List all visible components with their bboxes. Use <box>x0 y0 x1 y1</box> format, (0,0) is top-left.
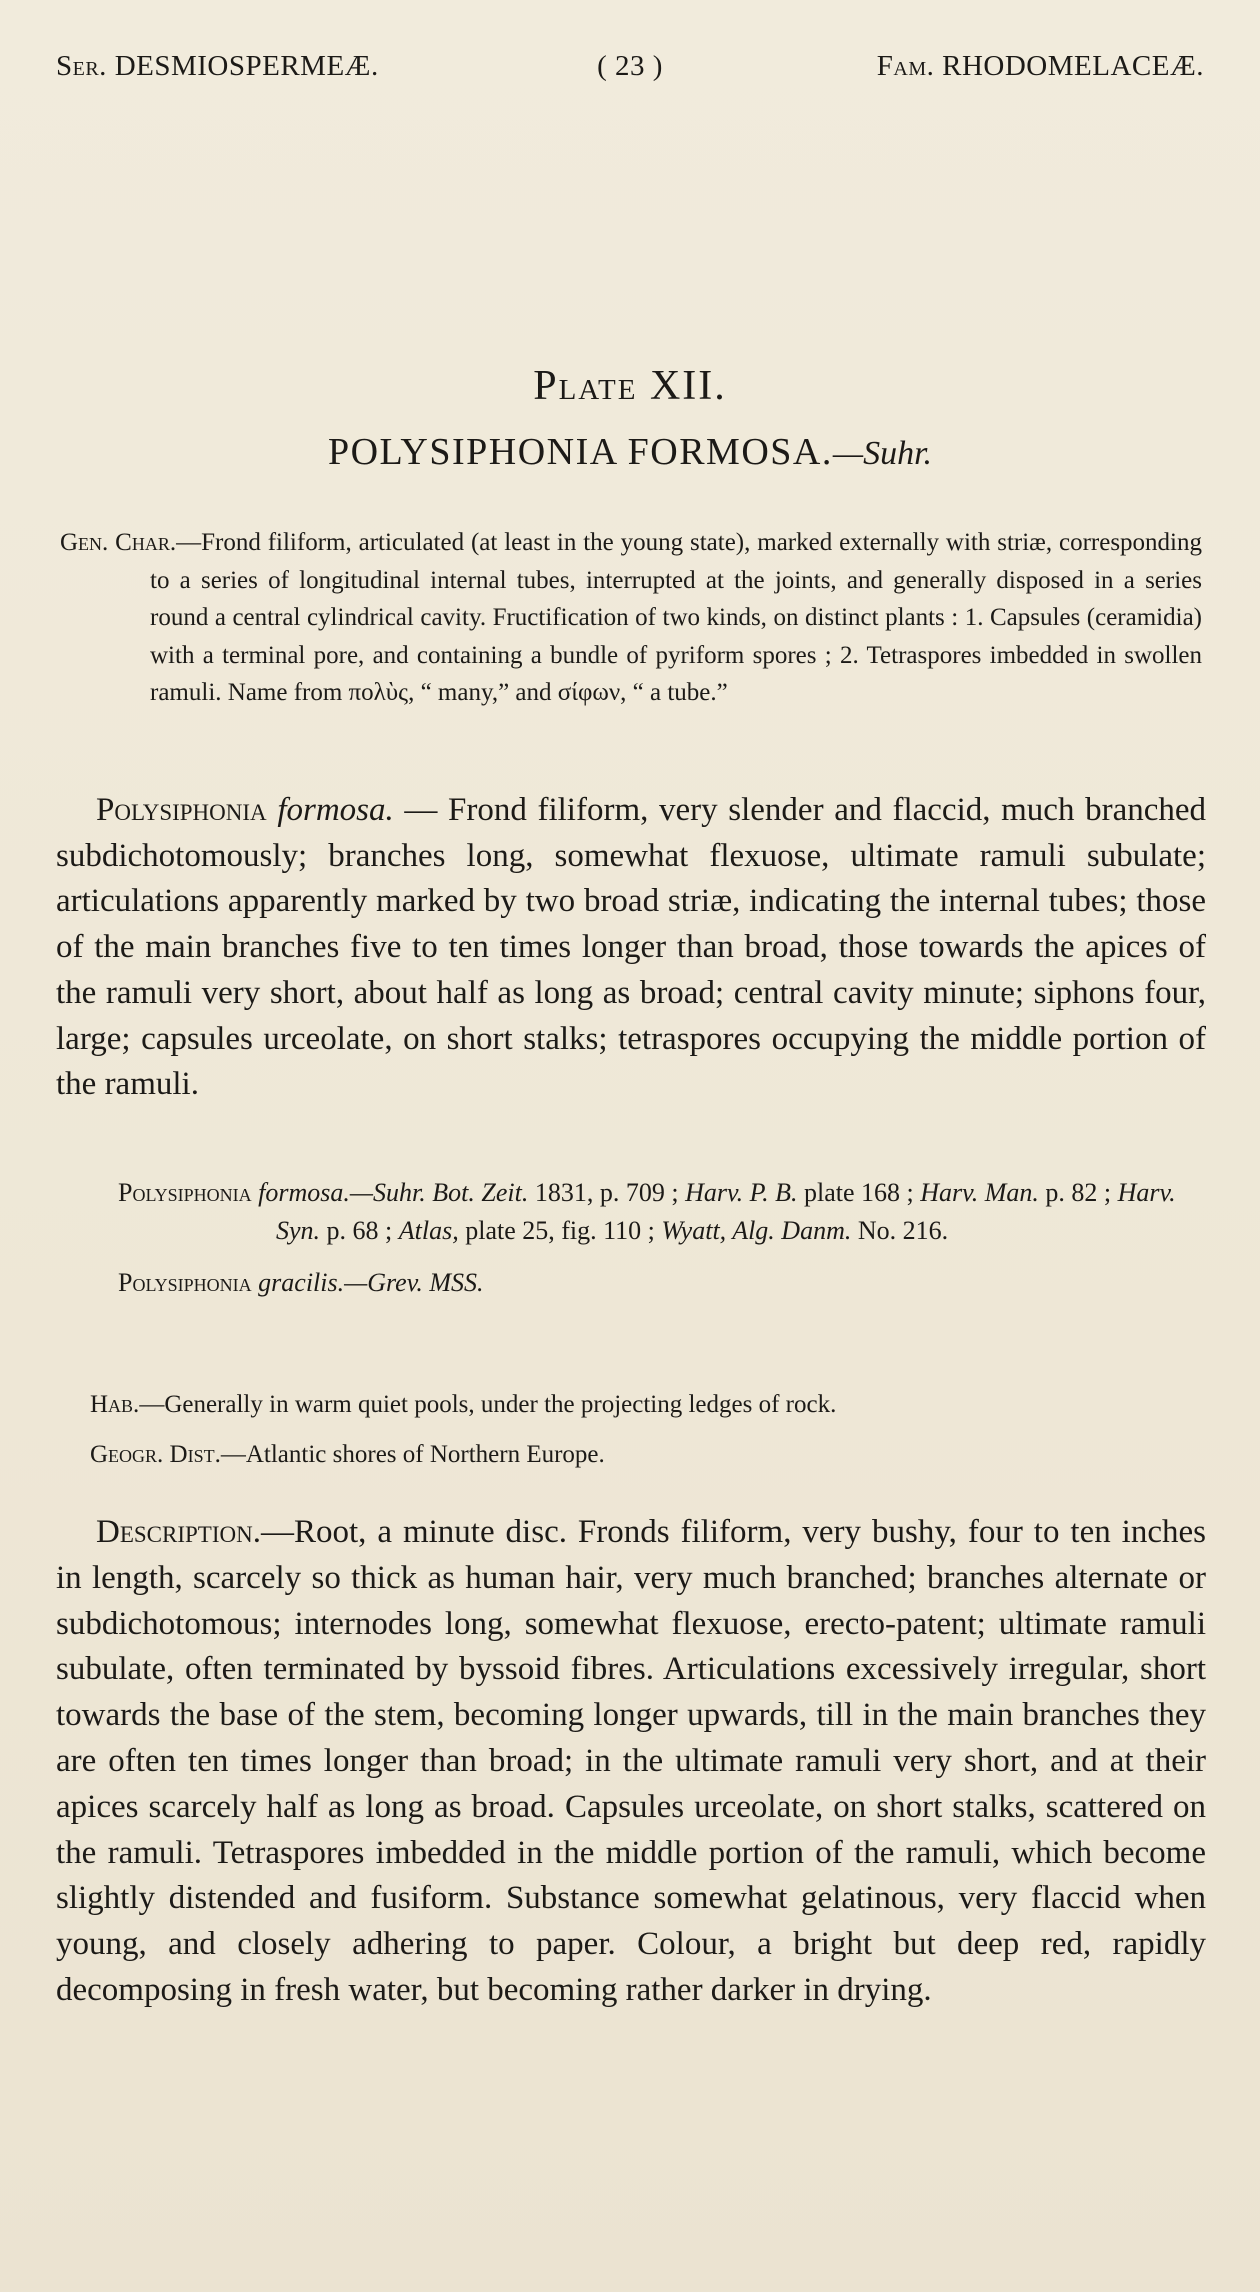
species-diagnosis <box>56 788 1206 1108</box>
geographic-distribution <box>90 1436 1200 1473</box>
synonym-ref-part: p. 82 ; <box>1038 1178 1118 1207</box>
description-label: Description. <box>96 1514 261 1550</box>
species-title <box>0 430 1260 474</box>
synonym-ref-part: Harv. Syn. <box>276 1178 1176 1245</box>
running-head <box>56 50 1204 90</box>
synonym-ref-part: 1831, p. 709 ; <box>528 1178 686 1207</box>
distribution-label: Geogr. Dist. <box>90 1441 221 1468</box>
series-label: Ser. DESMIOSPERMEÆ. <box>56 50 379 82</box>
diagnosis-text: — Frond filiform, very slender and flaccid, much branched subdichotomously; branches long, somewhat flexuose, ultimate ramuli subulate; articulations apparently marked by two broad striæ, indicating the internal tubes; those of the main branches five to ten times longer than broad, those towards the apices of the ramuli very short, about half as long as broad; central cavity minute; siphons four, large; capsules urceolate, on short stalks; tetraspores occupying the middle portion of the ramuli. <box>56 792 1207 1103</box>
family-label: Fam. RHODOMELACEÆ. <box>876 50 1204 82</box>
synonym-ref-part: Atlas, <box>398 1216 459 1245</box>
distribution-text: —Atlantic shores of Northern Europe. <box>220 1441 605 1468</box>
plate-heading: Plate XII. <box>533 363 727 409</box>
synonym-refs <box>258 1268 483 1297</box>
synonym-refs <box>258 1178 1176 1245</box>
habitat <box>90 1386 1200 1423</box>
synonym-ref-part: gracilis.—Grev. MSS. <box>258 1268 484 1297</box>
description-text: —Root, a minute disc. Fronds filiform, very bushy, four to ten inches in length, scarcely so thick as human hair, very much branched; branches alternate or subdichotomous; internodes long, somewhat flexuose, erecto-patent; ultimate ramuli subulate, often terminated by byssoid fibres. Articulations excessively irregular, short towards the base of the stem, becoming longer upwards, till in the main branches they are often ten times longer than broad; in the ultimate ramuli very short, and at their apices scarcely half as long as broad. Capsules urceolate, on short stalks, scattered on the ramuli. Tetraspores imbedded in the middle portion of the ramuli, which become slightly distended and fusiform. Substance somewhat gelatinous, very flaccid when young, and closely adhering to paper. Colour, a bright but deep red, rapidly decomposing in fresh water, but becoming rather darker in drying. <box>56 1514 1206 2008</box>
synonymy <box>118 1174 1208 1302</box>
synonym-entry: Polysiphonia gracilis.—Grev. MSS. <box>118 1268 484 1297</box>
synonym-ref-part: Harv. Man. <box>920 1178 1039 1207</box>
synonym-ref-part: formosa.—Suhr. Bot. Zeit. <box>258 1178 529 1207</box>
diagnosis-species: formosa. <box>277 792 394 828</box>
description <box>56 1510 1206 2014</box>
species-name: POLYSIPHONIA FORMOSA. <box>327 431 833 473</box>
diagnosis-genus: Polysiphonia <box>96 792 267 828</box>
generic-character <box>60 524 1202 712</box>
gen-char-label: Gen. Char. <box>60 529 177 556</box>
habitat-text: —Generally in warm quiet pools, under the projecting ledges of rock. <box>139 1391 837 1418</box>
synonym-ref-part: p. 68 ; <box>320 1216 399 1245</box>
synonym-ref-part: plate 25, fig. 110 ; <box>458 1216 662 1245</box>
page-number: ( 23 ) <box>597 50 663 82</box>
synonym-ref-part: Wyatt, Alg. Danm. <box>661 1216 852 1245</box>
gen-char-text: —Frond filiform, articulated (at least in the young state), marked externally with striæ, corresponding to a series of longitudinal internal tubes, interrupted at the joints, and generally disposed in a series round a central cylindrical cavity. Fructification of two kinds, on distinct plants : 1. Capsules (ceramidia) with a terminal pore, and containing a bundle of pyriform spores ; 2. Tetraspores imbedded in swollen ramuli. Name from πολὺς, “ many,” and σίφων, “ a tube.” <box>150 529 1202 706</box>
species-author: —Suhr. <box>832 435 933 472</box>
synonym-ref-part: No. 216. <box>851 1216 949 1245</box>
habitat-label: Hab. <box>90 1391 140 1418</box>
synonym-ref-part: plate 168 ; <box>797 1178 921 1207</box>
synonym-ref-part: Harv. P. B. <box>685 1178 798 1207</box>
synonym-entry: Polysiphonia formosa.—Suhr. Bot. Zeit. 1831, p. 709 ; Harv. P. B. plate 168 ; Harv. Man. p. 82 ; Harv. Syn. p. 68 ; Atlas, plate 25, fig. 110 ; Wyatt, Alg. Danm. No. 216. <box>118 1178 1176 1245</box>
